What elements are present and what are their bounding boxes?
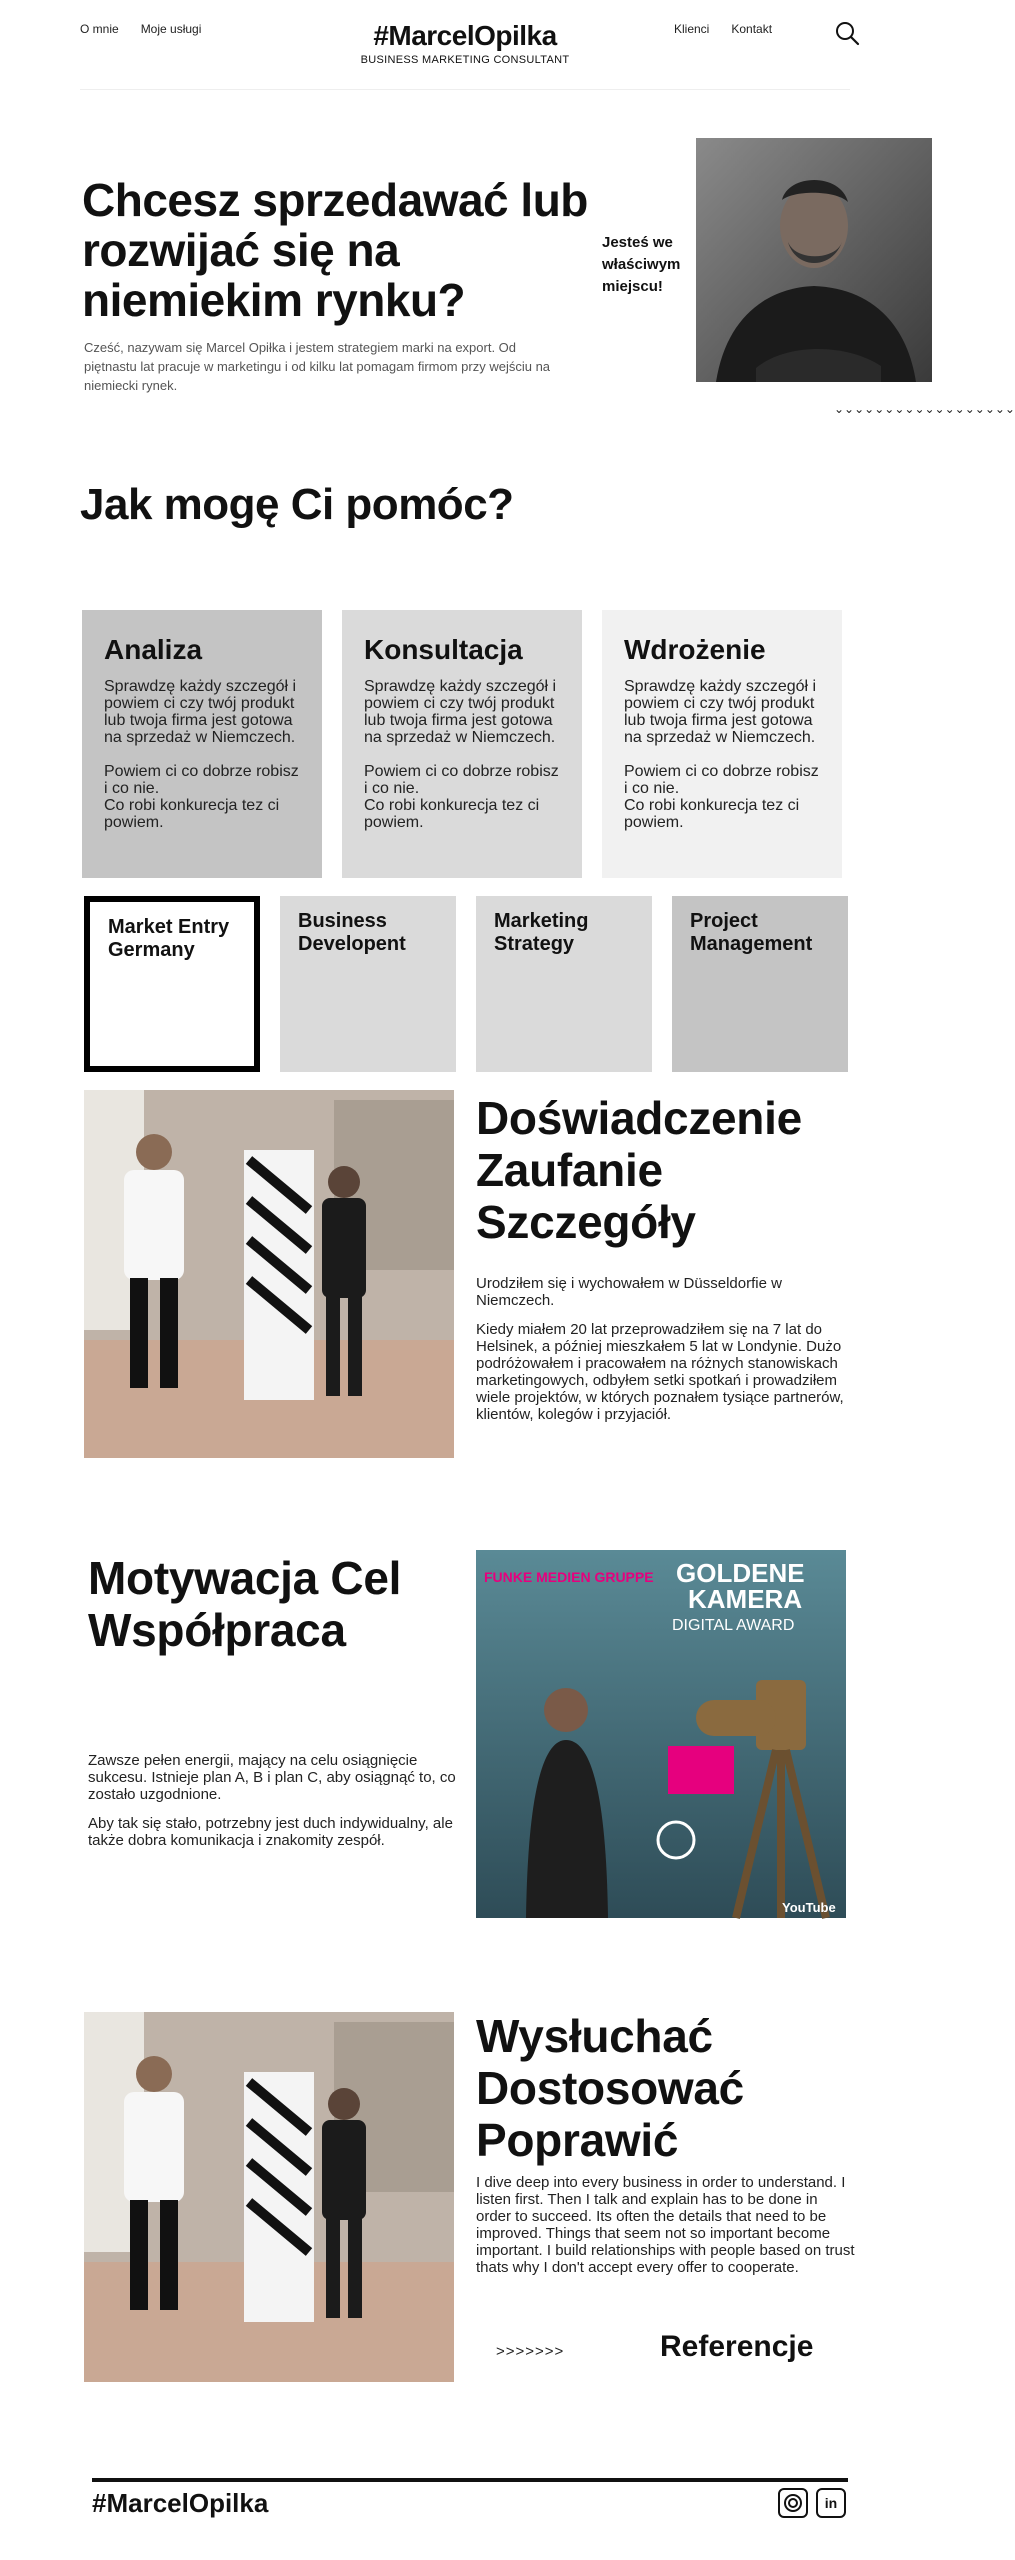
tag-marketing-strategy[interactable]: Marketing Strategy xyxy=(476,896,652,1072)
hero-title: Chcesz sprzedawać lub rozwijać się na niemiekim rynku? xyxy=(82,174,588,326)
nav-clients-link[interactable]: Klienci xyxy=(674,22,710,36)
linkedin-icon[interactable]: in xyxy=(816,2488,846,2518)
nav-about-link[interactable]: O mnie xyxy=(80,22,119,36)
banner-award-line-2: KAMERA xyxy=(688,1584,803,1614)
experience-paragraph-2: Kiedy miałem 20 lat przeprowadziłem się na 7 lat do Helsinek, a później mieszkałem 5 lat w Londynie. Dużo podróżowałem i pracowałem na różnych stanowiskach marketingowych, odbyłem setki spotkań i prowadziłem wiele projektów, w których poznałem tysiące partnerów, klientów, kolegów i przyjaciół. xyxy=(476,1321,844,1423)
hero-aside: Jesteś we właściwym miejscu! xyxy=(602,234,681,295)
banner-award-line-3: DIGITAL AWARD xyxy=(672,1617,795,1634)
nav-services-link[interactable]: Moje usługi xyxy=(140,22,202,36)
brand-subtitle: BUSINESS MARKETING CONSULTANT xyxy=(360,54,570,66)
listen-title: Wysłuchać Dostosować Poprawić xyxy=(476,2010,744,2166)
motivation-paragraph-2: Aby tak się stało, potrzebny jest duch indywidualny, ale także dobra komunikacja i znakomity zespół. xyxy=(88,1815,453,1849)
tag-business-development[interactable]: Business Developent xyxy=(280,896,456,1072)
help-section-title: Jak mogę Ci pomóc? xyxy=(80,480,514,529)
card-title: Wdrożenie xyxy=(624,634,766,665)
mall-event-photo xyxy=(84,1090,454,1458)
search-icon[interactable] xyxy=(834,20,860,46)
hero-intro: Cześć, nazywam się Marcel Opiłka i jestem strategiem marki na export. Od piętnastu lat pracuje w marketingu i od kilku lat pomagam firmom przy wejściu na niemiecki rynek. xyxy=(84,340,551,393)
service-card-wdrozenie[interactable] xyxy=(602,610,842,878)
motivation-paragraph-1: Zawsze pełen energii, mający na celu osiągnięcie sukcesu. Istnieje plan A, B i plan C, aby osiągnąć to, co zostało uzgodnione. xyxy=(88,1752,456,1803)
card-title: Konsultacja xyxy=(364,634,523,665)
portrait-photo xyxy=(696,138,932,382)
footer-brand[interactable]: #MarcelOpilka xyxy=(92,2488,269,2518)
card-text: Sprawdzę każdy szczegół i powiem ci czy twój produkt lub twoja firma jest gotowa na sprzedaż w Niemczech. Powiem ci co dobrze robisz i co nie. Co robi konkurecja tez ci powiem. xyxy=(624,678,819,831)
service-card-konsultacja[interactable] xyxy=(342,610,582,878)
banner-brand: FUNKE MEDIEN GRUPPE xyxy=(484,1569,654,1585)
site-header xyxy=(0,0,930,90)
footer-divider xyxy=(92,2478,848,2482)
references-link[interactable]: Referencje xyxy=(660,2330,814,2363)
arrows-decoration: >>>>>>> xyxy=(496,2343,565,2360)
experience-title: Doświadczenie Zaufanie Szczegóły xyxy=(476,1092,802,1248)
nav-contact-link[interactable]: Kontakt xyxy=(731,22,773,36)
header-divider xyxy=(80,89,850,90)
card-title: Analiza xyxy=(104,634,203,665)
banner-youtube: YouTube xyxy=(782,1900,836,1915)
scroll-down-chevrons[interactable]: ⌄⌄⌄⌄⌄⌄⌄⌄⌄⌄⌄⌄⌄⌄⌄⌄⌄⌄ xyxy=(834,402,1015,416)
card-text: Sprawdzę każdy szczegół i powiem ci czy twój produkt lub twoja firma jest gotowa na sprzedaż w Niemczech. Powiem ci co dobrze robisz i co nie. Co robi konkurecja tez ci powiem. xyxy=(364,678,559,831)
tag-project-management[interactable]: Project Management xyxy=(672,896,848,1072)
brand[interactable] xyxy=(0,20,930,66)
experience-paragraph-1: Urodziłem się i wychowałem w Düsseldorfie w Niemczech. xyxy=(476,1275,782,1309)
brand-name[interactable]: #MarcelOpilka xyxy=(373,20,557,51)
card-text: Sprawdzę każdy szczegół i powiem ci czy twój produkt lub twoja firma jest gotowa na sprzedaż w Niemczech. Powiem ci co dobrze robisz i co nie. Co robi konkurecja tez ci powiem. xyxy=(104,678,299,831)
instagram-icon[interactable] xyxy=(778,2488,808,2518)
motivation-title: Motywacja Cel Współpraca xyxy=(88,1552,402,1656)
listen-paragraph: I dive deep into every business in order to understand. I listen first. Then I talk and explain has to be done in order to succeed. Its often the details that need to be improved. Things that seem not so important become important. I build relationships with people based on trust thats why I don't accept every offer to cooperate. xyxy=(476,2174,855,2276)
award-photo xyxy=(476,1550,846,1918)
nav-right xyxy=(674,22,772,36)
service-card-analiza[interactable] xyxy=(82,610,322,878)
mall-event-photo-2 xyxy=(84,2012,454,2382)
tag-market-entry[interactable]: Market Entry Germany xyxy=(84,896,260,1072)
banner-award-line-1: GOLDENE xyxy=(676,1558,805,1588)
